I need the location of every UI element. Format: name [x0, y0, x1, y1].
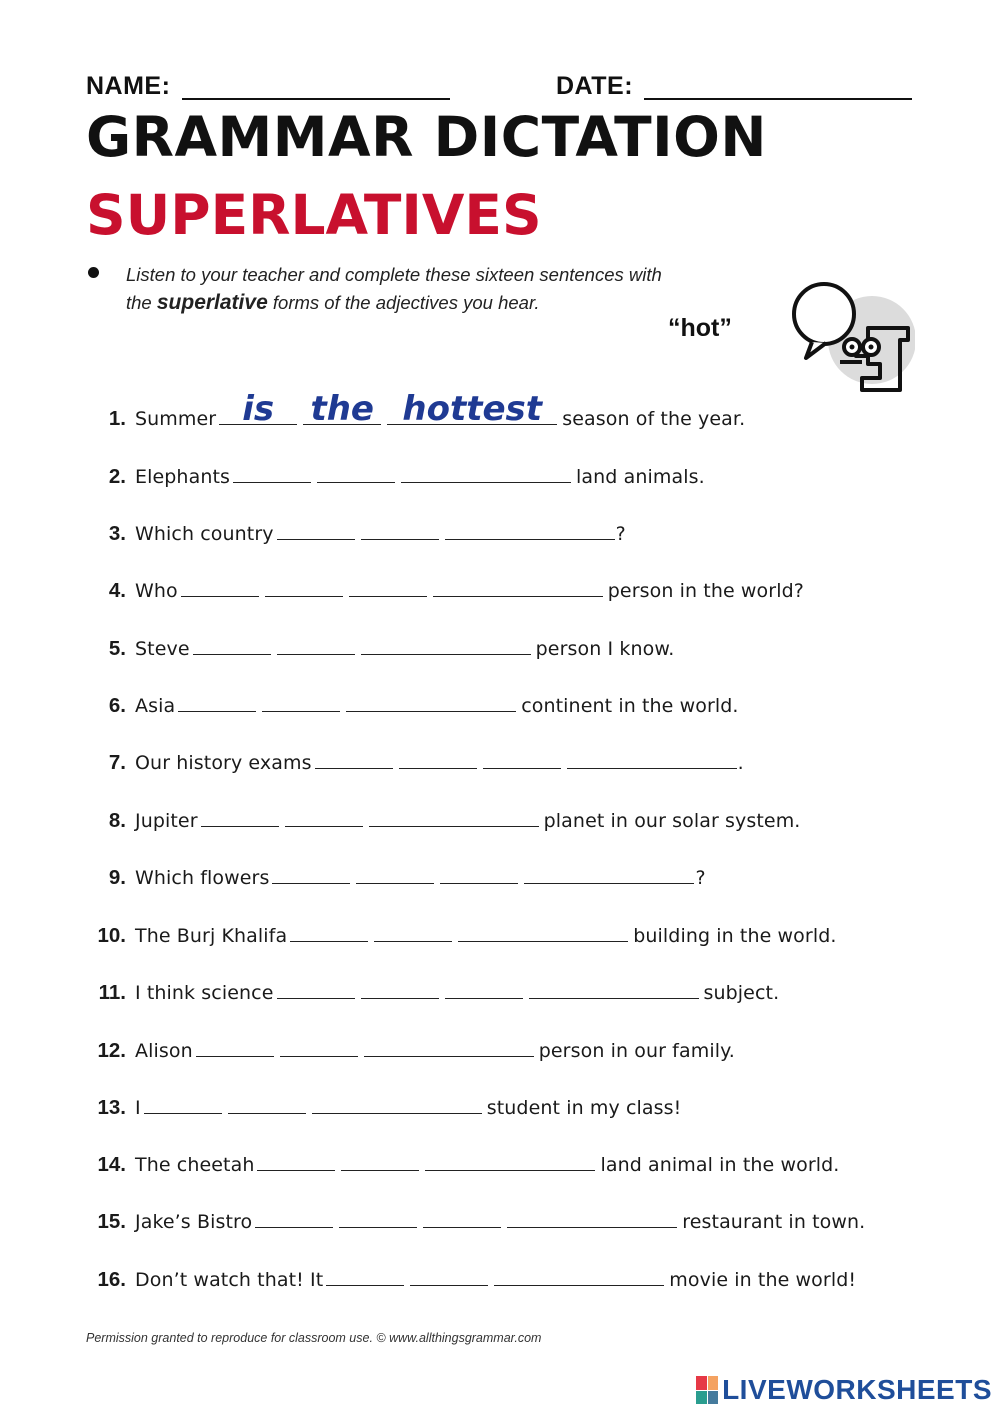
answer-blank[interactable]	[280, 1038, 358, 1057]
exercise-row	[86, 389, 746, 431]
answer-blank[interactable]	[277, 521, 355, 540]
answer-blank[interactable]	[285, 808, 363, 827]
exercise-ending: person in the world?	[607, 580, 804, 602]
answer-blank[interactable]	[346, 693, 516, 712]
exercise-ending: building in the world.	[633, 925, 837, 947]
answer-blank[interactable]	[483, 750, 561, 769]
exercise-row	[86, 693, 739, 718]
instructions-keyword: superlative	[156, 291, 268, 314]
answer-blank[interactable]	[387, 389, 557, 429]
exercise-prompt: Steve	[135, 638, 190, 660]
exercise-number: 8.	[108, 809, 126, 832]
exercise-number: 3.	[108, 522, 126, 545]
exercise-row	[86, 1267, 856, 1292]
exercise-prompt: Who	[135, 580, 178, 602]
answer-blank[interactable]	[201, 808, 279, 827]
exercise-ending: restaurant in town.	[682, 1211, 866, 1233]
answer-blank[interactable]	[233, 464, 311, 483]
exercise-row	[86, 521, 626, 546]
exercise-ending: ?	[615, 523, 626, 545]
answer-blank[interactable]	[507, 1209, 677, 1228]
filled-answer: the	[310, 389, 374, 429]
answer-blank[interactable]	[326, 1267, 404, 1286]
answer-blank[interactable]	[255, 1209, 333, 1228]
exercise-prompt: Elephants	[135, 466, 231, 488]
exercise-ending: person I know.	[535, 638, 675, 660]
instructions-line2-pre: the	[126, 292, 152, 313]
exercise-ending: movie in the world!	[669, 1269, 857, 1291]
exercise-ending: season of the year.	[562, 408, 746, 430]
exercise-row	[86, 1095, 681, 1120]
exercise-row	[86, 980, 779, 1005]
answer-blank[interactable]	[524, 865, 694, 884]
name-field[interactable]	[182, 98, 450, 100]
exercise-prompt: Asia	[135, 695, 176, 717]
exercise-ending: student in my class!	[486, 1097, 682, 1119]
answer-blank[interactable]	[399, 750, 477, 769]
answer-blank[interactable]	[445, 521, 615, 540]
exercise-prompt: Which country	[135, 523, 274, 545]
filled-answer: is	[242, 389, 275, 429]
answer-blank[interactable]	[374, 923, 452, 942]
exercise-number: 5.	[108, 637, 126, 660]
answer-blank[interactable]	[228, 1095, 306, 1114]
instructions-line2-post: forms of the adjectives you hear.	[272, 292, 540, 313]
answer-blank[interactable]	[178, 693, 256, 712]
answer-blank[interactable]	[440, 865, 518, 884]
brand-logo	[696, 1374, 992, 1406]
answer-blank[interactable]	[458, 923, 628, 942]
exercise-row	[86, 1209, 865, 1234]
exercise-number: 2.	[108, 465, 126, 488]
answer-blank[interactable]	[181, 578, 259, 597]
answer-blank[interactable]	[369, 808, 539, 827]
example-word: “hot”	[668, 314, 732, 342]
exercise-number: 12.	[97, 1039, 126, 1062]
answer-blank[interactable]	[529, 980, 699, 999]
exercise-ending: continent in the world.	[521, 695, 739, 717]
exercise-row	[86, 1152, 839, 1177]
exercise-ending: subject.	[703, 982, 780, 1004]
speaking-head-icon	[790, 278, 915, 396]
exercise-prompt: The Burj Khalifa	[135, 925, 288, 947]
answer-blank[interactable]	[257, 1152, 335, 1171]
instructions-line1: Listen to your teacher and complete these sixteen sentences with	[126, 264, 662, 285]
answer-blank[interactable]	[341, 1152, 419, 1171]
exercise-prompt: Our history exams	[135, 752, 312, 774]
exercise-prompt: The cheetah	[135, 1154, 255, 1176]
answer-blank[interactable]	[315, 750, 393, 769]
exercise-prompt: Don’t watch that! It	[135, 1269, 324, 1291]
answer-blank[interactable]	[356, 865, 434, 884]
exercise-prompt: Summer	[135, 408, 217, 430]
answer-blank[interactable]	[196, 1038, 274, 1057]
exercise-prompt: Which flowers	[135, 867, 270, 889]
answer-blank[interactable]	[193, 636, 271, 655]
exercise-prompt: I think science	[135, 982, 274, 1004]
exercise-prompt: I	[135, 1097, 141, 1119]
answer-blank[interactable]	[494, 1267, 664, 1286]
exercise-row	[86, 750, 744, 775]
answer-blank[interactable]	[277, 636, 355, 655]
exercise-ending: land animal in the world.	[600, 1154, 840, 1176]
exercise-number: 9.	[108, 866, 126, 889]
exercise-row	[86, 923, 837, 948]
answer-blank[interactable]	[339, 1209, 417, 1228]
name-label: NAME:	[86, 72, 171, 100]
answer-blank[interactable]	[567, 750, 737, 769]
exercise-ending: ?	[695, 867, 706, 889]
exercise-row	[86, 1038, 735, 1063]
answer-blank[interactable]	[265, 578, 343, 597]
filled-answer: hottest	[402, 389, 543, 429]
exercise-ending: planet in our solar system.	[543, 810, 801, 832]
answer-blank[interactable]	[361, 521, 439, 540]
answer-blank[interactable]	[290, 923, 368, 942]
exercise-ending: person in our family.	[538, 1040, 735, 1062]
date-field[interactable]	[644, 98, 912, 100]
answer-blank[interactable]	[361, 980, 439, 999]
exercise-row	[86, 578, 804, 603]
exercise-row	[86, 464, 705, 489]
exercise-number: 16.	[97, 1268, 126, 1291]
exercise-prompt: Alison	[135, 1040, 193, 1062]
answer-blank[interactable]	[303, 389, 381, 429]
exercise-ending: .	[737, 752, 744, 774]
exercise-number: 15.	[97, 1210, 126, 1233]
answer-blank[interactable]	[361, 636, 531, 655]
answer-blank[interactable]	[277, 980, 355, 999]
answer-blank[interactable]	[433, 578, 603, 597]
answer-blank[interactable]	[401, 464, 571, 483]
exercise-prompt: Jupiter	[135, 810, 198, 832]
exercise-row	[86, 865, 706, 890]
exercise-number: 10.	[97, 924, 126, 947]
exercise-number: 13.	[97, 1096, 126, 1119]
answer-blank[interactable]	[272, 865, 350, 884]
exercise-row	[86, 636, 674, 661]
footer-permission: Permission granted to reproduce for classroom use. © www.allthingsgrammar.com	[86, 1331, 542, 1345]
exercise-number: 4.	[108, 579, 126, 602]
answer-blank[interactable]	[349, 578, 427, 597]
answer-blank[interactable]	[312, 1095, 482, 1114]
exercise-number: 14.	[97, 1153, 126, 1176]
worksheet-subtitle: SUPERLATIVES	[86, 183, 542, 247]
brand-icon	[696, 1376, 718, 1404]
exercise-ending: land animals.	[576, 466, 705, 488]
exercise-prompt: Jake’s Bistro	[135, 1211, 253, 1233]
answer-blank[interactable]	[425, 1152, 595, 1171]
exercise-number: 6.	[108, 694, 126, 717]
exercise-number: 11.	[98, 981, 126, 1004]
answer-blank[interactable]	[364, 1038, 534, 1057]
exercise-number: 7.	[108, 751, 126, 774]
answer-blank[interactable]	[317, 464, 395, 483]
answer-blank[interactable]	[410, 1267, 488, 1286]
answer-blank[interactable]	[445, 980, 523, 999]
bullet-icon	[88, 267, 99, 278]
instructions	[126, 261, 746, 317]
worksheet-title: GRAMMAR DICTATION	[86, 105, 767, 169]
answer-blank[interactable]	[262, 693, 340, 712]
answer-blank[interactable]	[423, 1209, 501, 1228]
date-label: DATE:	[556, 72, 634, 100]
brand-name: LIVEWORKSHEETS	[722, 1374, 992, 1405]
exercise-number: 1.	[108, 407, 126, 430]
answer-blank[interactable]	[144, 1095, 222, 1114]
exercise-row	[86, 808, 800, 833]
answer-blank[interactable]	[219, 389, 297, 429]
